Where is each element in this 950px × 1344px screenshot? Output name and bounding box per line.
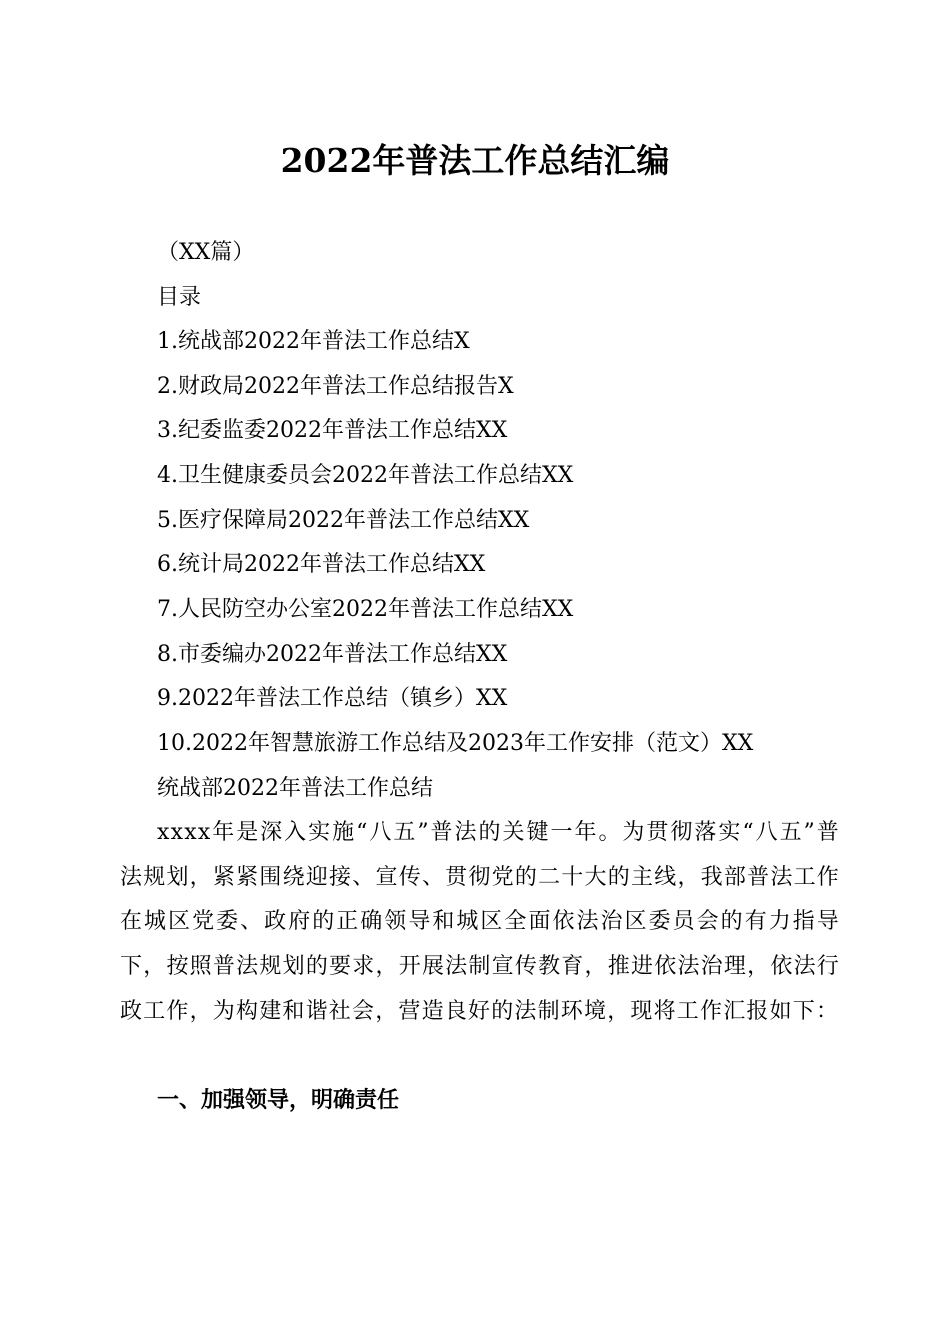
article-title: 统战部2022年普法工作总结 — [157, 776, 433, 801]
document-subtitle: （XX篇） — [157, 240, 255, 265]
toc-heading: 目录 — [157, 285, 202, 310]
toc-item: 1.统战部2022年普法工作总结X — [157, 329, 470, 354]
section-heading: 一、加强领导，明确责任 — [157, 1088, 400, 1113]
toc-item: 5.医疗保障局2022年普法工作总结XX — [157, 508, 530, 533]
toc-item: 6.统计局2022年普法工作总结XX — [157, 552, 486, 577]
article-paragraph: xxxx年是深入实施“八五”普法的关键一年。为贯彻落实“八五”普法规划，紧紧围绕迎接、宣传、贯彻党的二十大的主线，我部普法工作在城区党委、政府的正确领导和城区全面依法治区委员会的有力指导下，按照普法规划的要求，开展法制宣传教育，推进依法治理，依法行政工作，为构建和谐社会，营造良好的法制环境，现将工作汇报如下： — [120, 820, 840, 1024]
toc-item: 4.卫生健康委员会2022年普法工作总结XX — [157, 463, 574, 488]
document-title: 2022年普法工作总结汇编 — [280, 141, 670, 180]
toc-item: 7.人民防空办公室2022年普法工作总结XX — [157, 597, 574, 622]
toc-item: 10.2022年智慧旅游工作总结及2023年工作安排（范文）XX — [157, 731, 754, 756]
toc-item: 2.财政局2022年普法工作总结报告X — [157, 374, 514, 399]
toc-item: 8.市委编办2022年普法工作总结XX — [157, 642, 508, 667]
toc-item: 9.2022年普法工作总结（镇乡）XX — [157, 686, 508, 711]
toc-item: 3.纪委监委2022年普法工作总结XX — [157, 418, 508, 443]
